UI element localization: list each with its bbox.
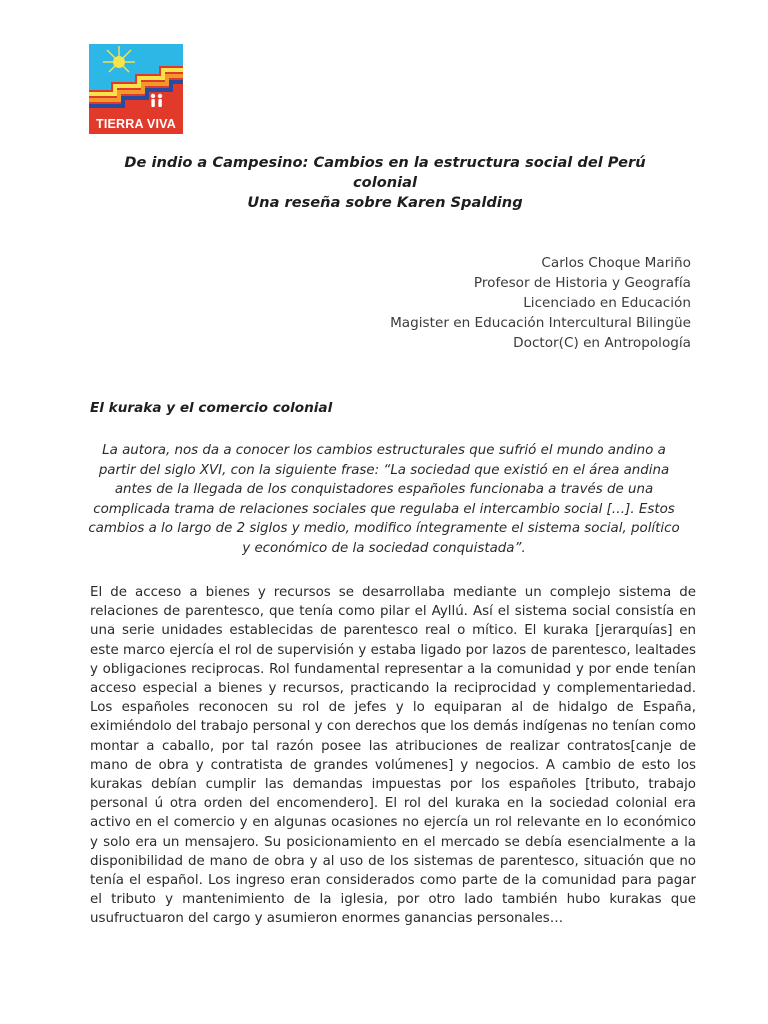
document-title <box>90 153 680 213</box>
author-name: Carlos Choque Mariño <box>541 255 691 271</box>
title-line-1: De indio a Campesino: Cambios en la estructura social del Perú <box>124 154 646 171</box>
logo-text: TIERRA VIVA <box>96 117 176 131</box>
author-credential: Licenciado en Educación <box>523 295 691 311</box>
body-paragraph: El de acceso a bienes y recursos se desarrollaba mediante un complejo sistema de relaciones de parentesco, que tenía como pilar el Ayllú. Así el sistema social consistía en una serie unidades establecidas de parentesco real o mítico. El kuraka [jerarquías] en este marco ejercía el rol de supervisión y estaba ligado por lazos de parentesco, lealtades y obligaciones reciprocas. Rol fundamental representar a la comunidad y por ende tenían acceso especial a bienes y recursos, practicando la reciprocidad y complementariedad. Los españoles reconocen su rol de jefes y lo equiparan al de hidalgo de España, eximiéndolo del trabajo personal y con derechos que los demás indígenas no tenían como montar a caballo, por tal razón posee las atribuciones de realizar contratos[canje de mano de obra y contratista de grandes volúmenes] y negocios. A cambio de esto los kurakas debían cumplir las demandas impuestas por los españoles [tributo, trabajo personal ú otra orden del encomendero]. El rol del kuraka en la sociedad colonial era activo en el comercio y en algunas ocasiones no ejercía un rol relevante en lo económico y solo era un mensajero. Su posicionamiento en el mercado se debía esencialmente a la disponibilidad de mano de obra y al uso de los sistemas de parentesco, situación que no tenía el español. Los ingreso eran considerados como parte de la comunidad para pagar el tributo y mantenimiento de la iglesia, por otro lado también hubo kurakas que usufructuaron del cargo y asumieron enormes ganancias personales… <box>90 585 696 927</box>
quote-paragraph: La autora, nos da a conocer los cambios estructurales que sufrió el mundo andino a partir del siglo XVI, con la siguiente frase: “La sociedad que existió en el área andina antes de la llegada de los conquistadores españoles funcionaba a través de una complicada trama de relaciones sociales que regulaba el intercambio social […]. Estos cambios a lo largo de 2 siglos y medio, modifico íntegramente el sistema social, político y económico de la sociedad conquistada”. <box>88 443 680 556</box>
author-block <box>390 253 691 353</box>
tierra-viva-logo <box>89 44 183 134</box>
title-line-3: Una reseña sobre Karen Spalding <box>247 194 523 211</box>
author-credential: Magister en Educación Intercultural Bilingüe <box>390 315 691 331</box>
section-heading: El kuraka y el comercio colonial <box>90 400 333 416</box>
author-credential: Profesor de Historia y Geografía <box>473 275 691 291</box>
title-line-2: colonial <box>353 174 417 191</box>
author-credential: Doctor(C) en Antropología <box>513 335 691 351</box>
